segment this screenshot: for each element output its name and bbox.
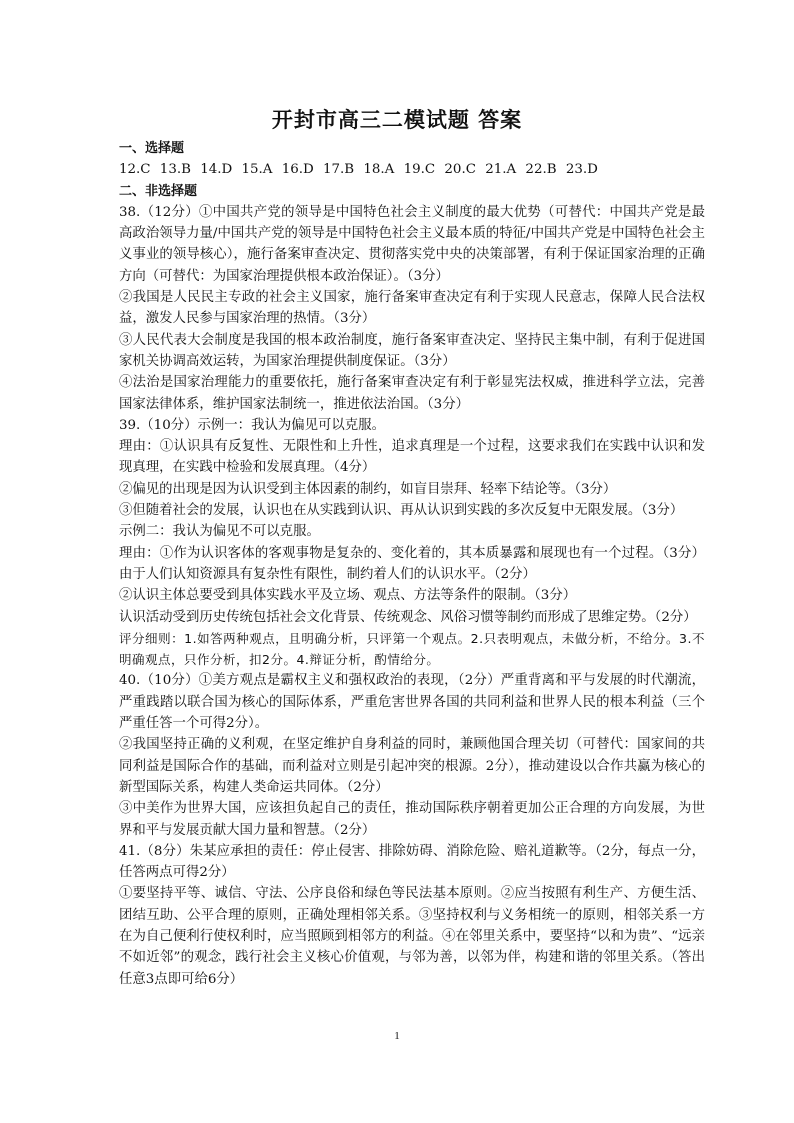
q38-answer-point-2: ②我国是人民民主专政的社会主义国家，施行备案审查决定有利于实现人民意志，保障人民合法权益，激发人民参与国家治理的热情。（3分） bbox=[119, 290, 705, 327]
q38-answer-point-1: 38.（12分）①中国共产党的领导是中国特色社会主义制度的最大优势（可替代：中国共产党是最高政治领导力量/中国共产党的领导是中国特色社会主义最本质的特征/中国共产党是中国特色社会主义事业的领导核心），施行备案审查决定、贯彻落实党中央的决策部署，有利于保证国家治理的正确方向（可替代：为国家治理提供根本政治保证）。（3分） bbox=[119, 204, 705, 284]
q39-scoring-rubric: 评分细则：1.如答两种观点，且明确分析，只评第一个观点。2.只表明观点，未做分析，不给分。3.不明确观点，只作分析，扣2分。4.辩证分析，酌情给分。 bbox=[119, 630, 705, 668]
q39-example-1-reason-3: ③但随着社会的发展，认识也在从实践到认识、再从认识到实践的多次反复中无限发展。（3分） bbox=[119, 503, 684, 519]
q41-answer-point-2: ①要坚持平等、诚信、守法、公序良俗和绿色等民法基本原则。②应当按照有利生产、方便生活、团结互助、公平合理的原则，正确处理相邻关系。③坚持权利与义务相统一的原则，相邻关系一方在为自己便利行使权利时，应当照顾到相邻方的利益。④在邻里关系中，要坚持“以和为贵”、“远亲不如近邻”的观念，践行社会主义核心价值观，与邻为善，以邻为伴，构建和谐的邻里关系。（答出任意3点即可给6分） bbox=[119, 886, 705, 987]
q39-example-1-reason-2: ②偏见的出现是因为认识受到主体因素的制约，如盲目崇拜、轻率下结论等。（3分） bbox=[119, 481, 617, 497]
q40-answer-point-3: ③中美作为世界大国，应该担负起自己的责任，推动国际秩序朝着更加公正合理的方向发展，为世界和平与发展贡献大国力量和智慧。（2分） bbox=[119, 801, 705, 838]
section-heading-nonchoice: 二、非选择题 bbox=[119, 183, 198, 199]
q39-example-2-reason-3: 认识活动受到历史传统包括社会文化背景、传统观念、风俗习惯等制约而形成了思维定势。（2分） bbox=[119, 609, 697, 625]
q40-answer-point-1: 40.（10分）①美方观点是霸权主义和强权政治的表现，（2分）严重背离和平与发展的时代潮流，严重践踏以联合国为核心的国际体系，严重危害世界各国的共同利益和世界人民的根本利益（三个严重任答一个可得2分）。 bbox=[119, 673, 705, 732]
q39-example-2-reason-2: ②认识主体总要受到具体实践水平及立场、观点、方法等条件的限制。（3分） bbox=[119, 588, 577, 604]
page-number: 1 bbox=[394, 1030, 400, 1042]
q39-example-2-reason-1: 理由：①作为认识客体的客观事物是复杂的、变化着的，其本质暴露和展现也有一个过程。（3分） 由于人们认知资源具有复杂性有限性，制约着人们的认识水平。（2分） bbox=[119, 545, 705, 582]
q38-answer-point-4: ④法治是国家治理能力的重要依托，施行备案审查决定有利于彰显宪法权威，推进科学立法，完善国家法律体系，维护国家法制统一，推进依法治国。（3分） bbox=[119, 375, 705, 412]
answer-content bbox=[119, 138, 705, 990]
q39-example-2-heading: 示例二：我认为偏见不可以克服。 bbox=[119, 524, 320, 540]
document-title: 开封市高三二模试题 答案 bbox=[271, 108, 523, 132]
choice-answers: 12.C 13.B 14.D 15.A 16.D 17.B 18.A 19.C 20.C 21.A 22.B 23.D bbox=[119, 162, 598, 178]
q39-example-1-heading: 39.（10分）示例一：我认为偏见可以克服。 bbox=[119, 417, 385, 433]
q38-answer-point-3: ③人民代表大会制度是我国的根本政治制度，施行备案审查决定、坚持民主集中制，有利于促进国家机关协调高效运转，为国家治理提供制度保证。（3分） bbox=[119, 332, 705, 369]
q41-answer-point-1: 41.（8分）朱某应承担的责任：停止侵害、排除妨碍、消除危险、赔礼道歉等。（2分，每点一分，任答两点可得2分） bbox=[119, 843, 705, 881]
q39-example-1-reason-1: 理由：①认识具有反复性、无限性和上升性，追求真理是一个过程，这要求我们在实践中认识和发现真理，在实践中检验和发展真理。（4分） bbox=[119, 439, 705, 476]
q40-answer-point-2: ②我国坚持正确的义利观，在坚定维护自身利益的同时，兼顾他国合理关切（可替代：国家间的共同利益是国际合作的基础，而利益对立则是引起冲突的根源。2分），推动建设以合作共赢为核心的新型国际关系，构建人类命运共同体。（2分） bbox=[119, 737, 705, 795]
section-heading-choice: 一、选择题 bbox=[119, 141, 185, 156]
